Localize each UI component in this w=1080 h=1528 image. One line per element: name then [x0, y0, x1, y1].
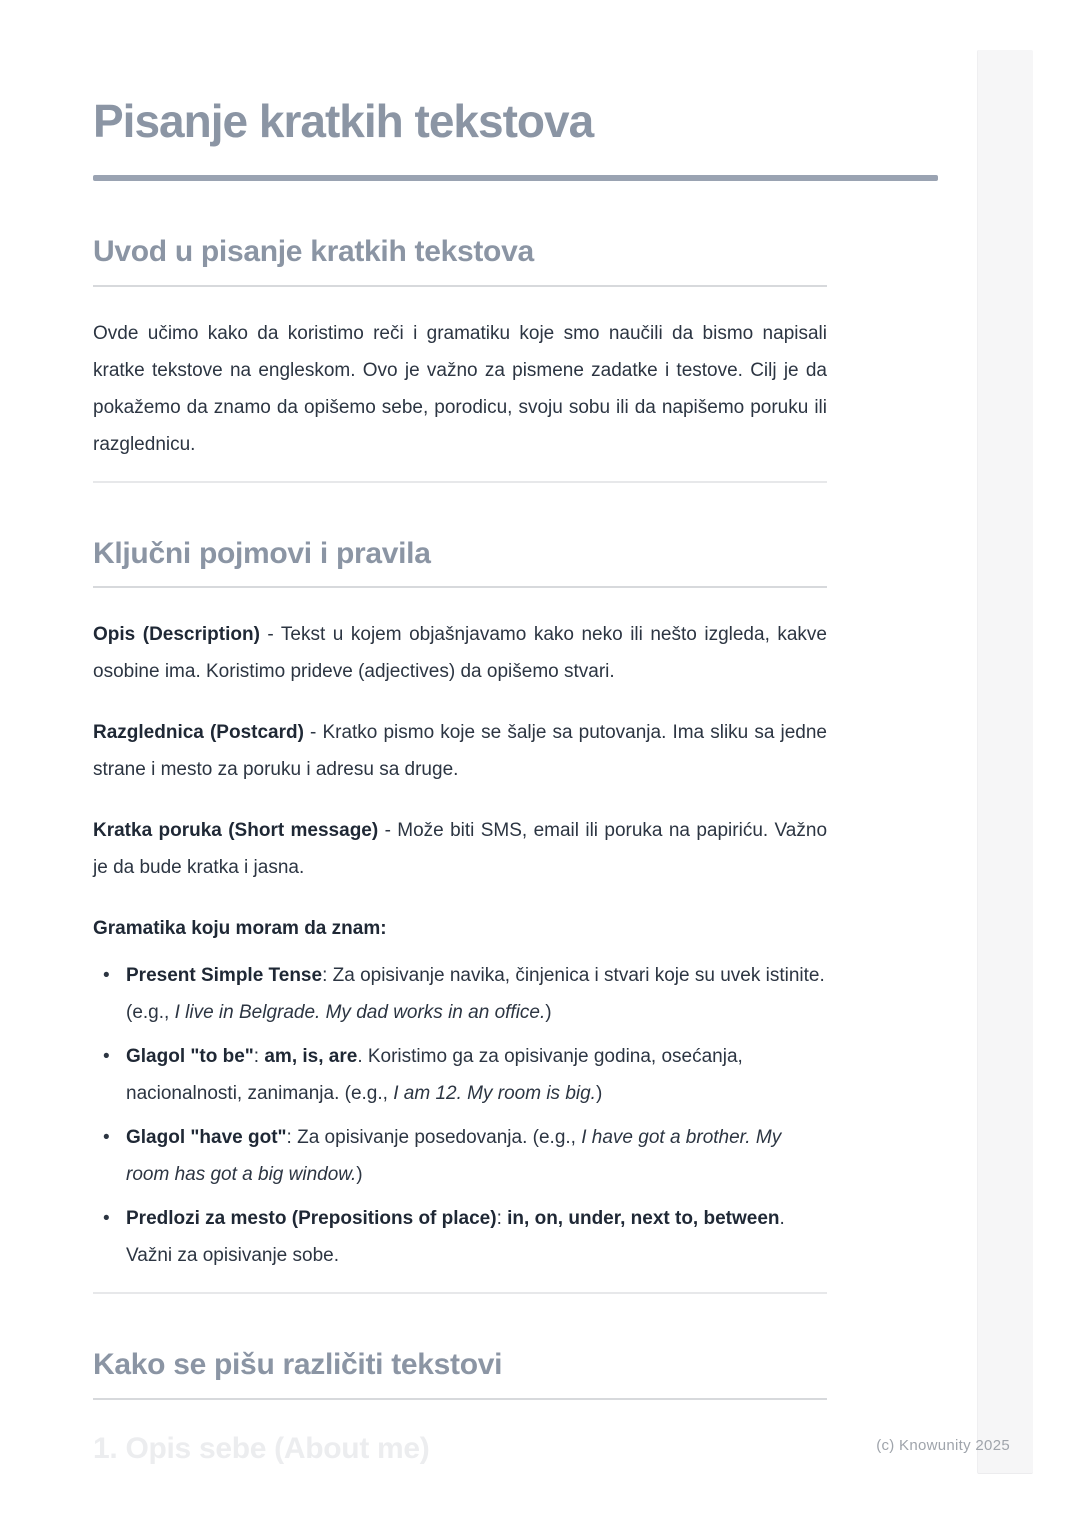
section-divider	[93, 481, 827, 483]
list-item-present-simple: • Present Simple Tense: Za opisivanje navika, činjenica i stvari koje su uvek istinite. (e.g., I live in Belgrade. My dad works in an office.)	[93, 957, 827, 1031]
faded-subheading-about-me: 1. Opis sebe (About me)	[93, 1431, 430, 1465]
intro-paragraph: Ovde učimo kako da koristimo reči i gramatiku koje smo naučili da bismo napisali kratke tekstove na engleskom. Ovo je važno za pismene zadatke i testove. Cilj je da pokažemo da znamo da opišemo sebe, porodicu, svoju sobu ili da napišemo poruku ili razglednicu.	[93, 322, 827, 455]
heading-rule	[93, 586, 827, 588]
page-title: Pisanje kratkih tekstova	[93, 95, 594, 147]
section-divider	[93, 1292, 827, 1294]
term-paragraph-razglednica: Razglednica (Postcard) - Kratko pismo koje se šalje sa putovanja. Ima sliku sa jedne strane i mesto za poruku i adresu sa druge.	[93, 722, 827, 781]
copyright-watermark: (c) Knowunity 2025	[876, 1437, 1010, 1454]
term-paragraph-opis: Opis (Description) - Tekst u kojem objašnjavamo kako neko ili nešto izgleda, kakve osobine ima. Koristimo prideve (adjectives) da opišemo stvari.	[93, 624, 827, 683]
scrollbar-track[interactable]	[977, 50, 1033, 1474]
section-uvod	[93, 233, 827, 463]
heading-rule	[93, 1398, 827, 1400]
section-heading-kljucni-pojmovi: Ključni pojmovi i pravila	[93, 536, 431, 570]
list-item-have-got: • Glagol "have got": Za opisivanje posedovanja. (e.g., I have got a brother. My room has got a big window.)	[93, 1119, 827, 1193]
list-item-prepositions: • Predlozi za mesto (Prepositions of place): in, on, under, next to, between. Važni za opisivanje sobe.	[93, 1200, 827, 1274]
section-heading-uvod: Uvod u pisanje kratkih tekstova	[93, 235, 534, 269]
section-kljucni-pojmovi	[93, 535, 827, 1275]
grammar-lead-in: Gramatika koju moram da znam:	[93, 918, 387, 940]
section-heading-kako-se-pisu: Kako se pišu različiti tekstovi	[93, 1348, 503, 1382]
list-item-to-be: • Glagol "to be": am, is, are. Koristimo ga za opisivanje godina, osećanja, nacionalnosti, zanimanja. (e.g., I am 12. My room is big.)	[93, 1038, 827, 1112]
document-page	[93, 0, 827, 1467]
title-rule	[93, 175, 938, 181]
section-kako-se-pisu	[93, 1346, 827, 1467]
term-paragraph-kratka-poruka: Kratka poruka (Short message) - Može biti SMS, email ili poruka na papiriću. Važno je da bude kratka i jasna.	[93, 820, 828, 879]
heading-rule	[93, 285, 827, 287]
grammar-list	[93, 957, 827, 1274]
